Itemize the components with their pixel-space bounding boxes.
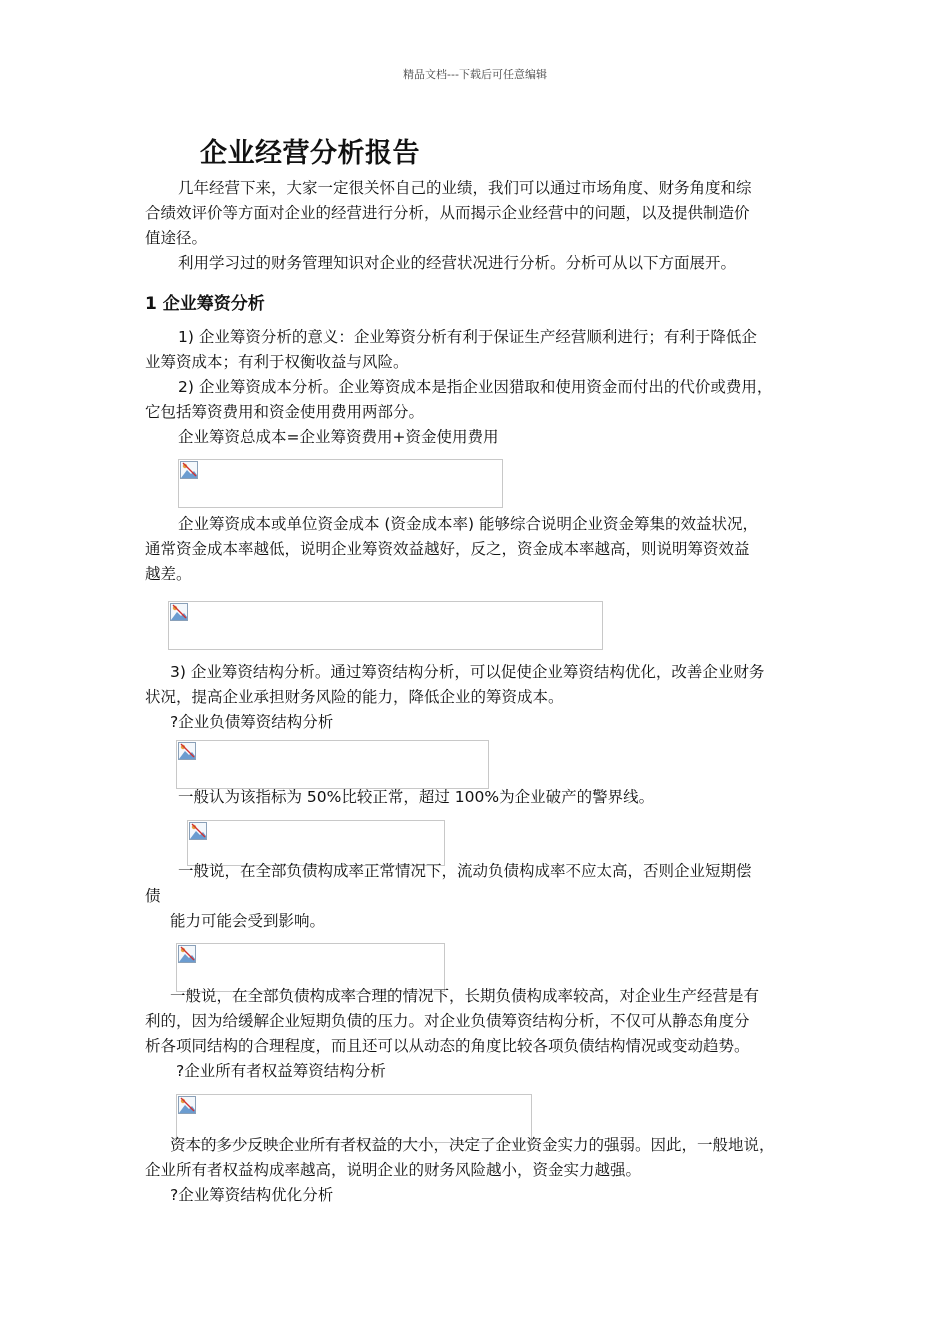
paragraph-line: 业筹资成本；有利于权衡收益与风险。 <box>145 353 409 371</box>
broken-image-icon <box>178 945 196 963</box>
paragraph-line: 值途径。 <box>145 229 208 247</box>
paragraph-line: 资本的多少反映企业所有者权益的大小，决定了企业资金实力的强弱。因此，一般地说， <box>170 1136 775 1154</box>
paragraph-line: 1) 企业筹资分析的意义：企业筹资分析有利于保证生产经营顺利进行；有利于降低企 <box>178 328 757 346</box>
broken-image-icon <box>170 603 188 621</box>
paragraph-line: 它包括筹资费用和资金使用费用两部分。 <box>145 403 425 421</box>
paragraph-line: 企业所有者权益构成率越高，说明企业的财务风险越小，资金实力越强。 <box>145 1161 642 1179</box>
paragraph-line: 状况，提高企业承担财务风险的能力，降低企业的筹资成本。 <box>145 688 564 706</box>
broken-image-icon <box>178 742 196 760</box>
paragraph-line: 3) 企业筹资结构分析。通过筹资结构分析，可以促使企业筹资结构优化，改善企业财务 <box>170 663 765 681</box>
broken-image-icon <box>189 822 207 840</box>
subheading-line: ?企业筹资结构优化分析 <box>170 1186 334 1204</box>
broken-image-icon <box>180 461 198 479</box>
paragraph-line: 利用学习过的财务管理知识对企业的经营状况进行分析。分析可从以下方面展开。 <box>178 254 737 272</box>
paragraph-line: 越差。 <box>145 565 192 583</box>
paragraph-line: 2) 企业筹资成本分析。企业筹资成本是指企业因猎取和使用资金而付出的代价或费用， <box>178 378 773 396</box>
paragraph-line: 一般认为该指标为 50%比较正常，超过 100%为企业破产的警界线。 <box>178 788 655 806</box>
paragraph-line: 债 <box>145 887 161 905</box>
broken-image-icon <box>178 1096 196 1114</box>
paragraph-line: 一般说，在全部负债构成率正常情况下，流动负债构成率不应太高，否则企业短期偿 <box>178 862 752 880</box>
paragraph-line: 一般说，在全部负债构成率合理的情况下，长期负债构成率较高，对企业生产经营是有 <box>170 987 760 1005</box>
subheading-line: ?企业负债筹资结构分析 <box>170 713 334 731</box>
page-header: 精品文档---下载后可任意编辑 <box>403 68 547 81</box>
formula-line: 企业筹资总成本=企业筹资费用+资金使用费用 <box>178 428 499 446</box>
paragraph-line: 能力可能会受到影响。 <box>170 912 326 930</box>
broken-image-placeholder <box>168 601 603 650</box>
paragraph-line: 通常资金成本率越低，说明企业筹资效益越好，反之，资金成本率越高，则说明筹资效益 <box>145 540 750 558</box>
paragraph-line: 企业筹资成本或单位资金成本 (资金成本率) 能够综合说明企业资金筹集的效益状况， <box>178 515 758 533</box>
section-heading: 1 企业筹资分析 <box>145 294 265 314</box>
paragraph-line: 合绩效评价等方面对企业的经营进行分析，从而揭示企业经营中的问题，以及提供制造价 <box>145 204 750 222</box>
paragraph-line: 利的，因为给缓解企业短期负债的压力。对企业负债筹资结构分析，不仅可从静态角度分 <box>145 1012 750 1030</box>
broken-image-placeholder <box>176 740 489 789</box>
subheading-line: ?企业所有者权益筹资结构分析 <box>176 1062 386 1080</box>
paragraph-line: 析各项同结构的合理程度，而且还可以从动态的角度比较各项负债结构情况或变动趋势。 <box>145 1037 750 1055</box>
document-title: 企业经营分析报告 <box>200 138 420 169</box>
broken-image-placeholder <box>178 459 503 508</box>
paragraph-line: 几年经营下来，大家一定很关怀自己的业绩，我们可以通过市场角度、财务角度和综 <box>178 179 752 197</box>
